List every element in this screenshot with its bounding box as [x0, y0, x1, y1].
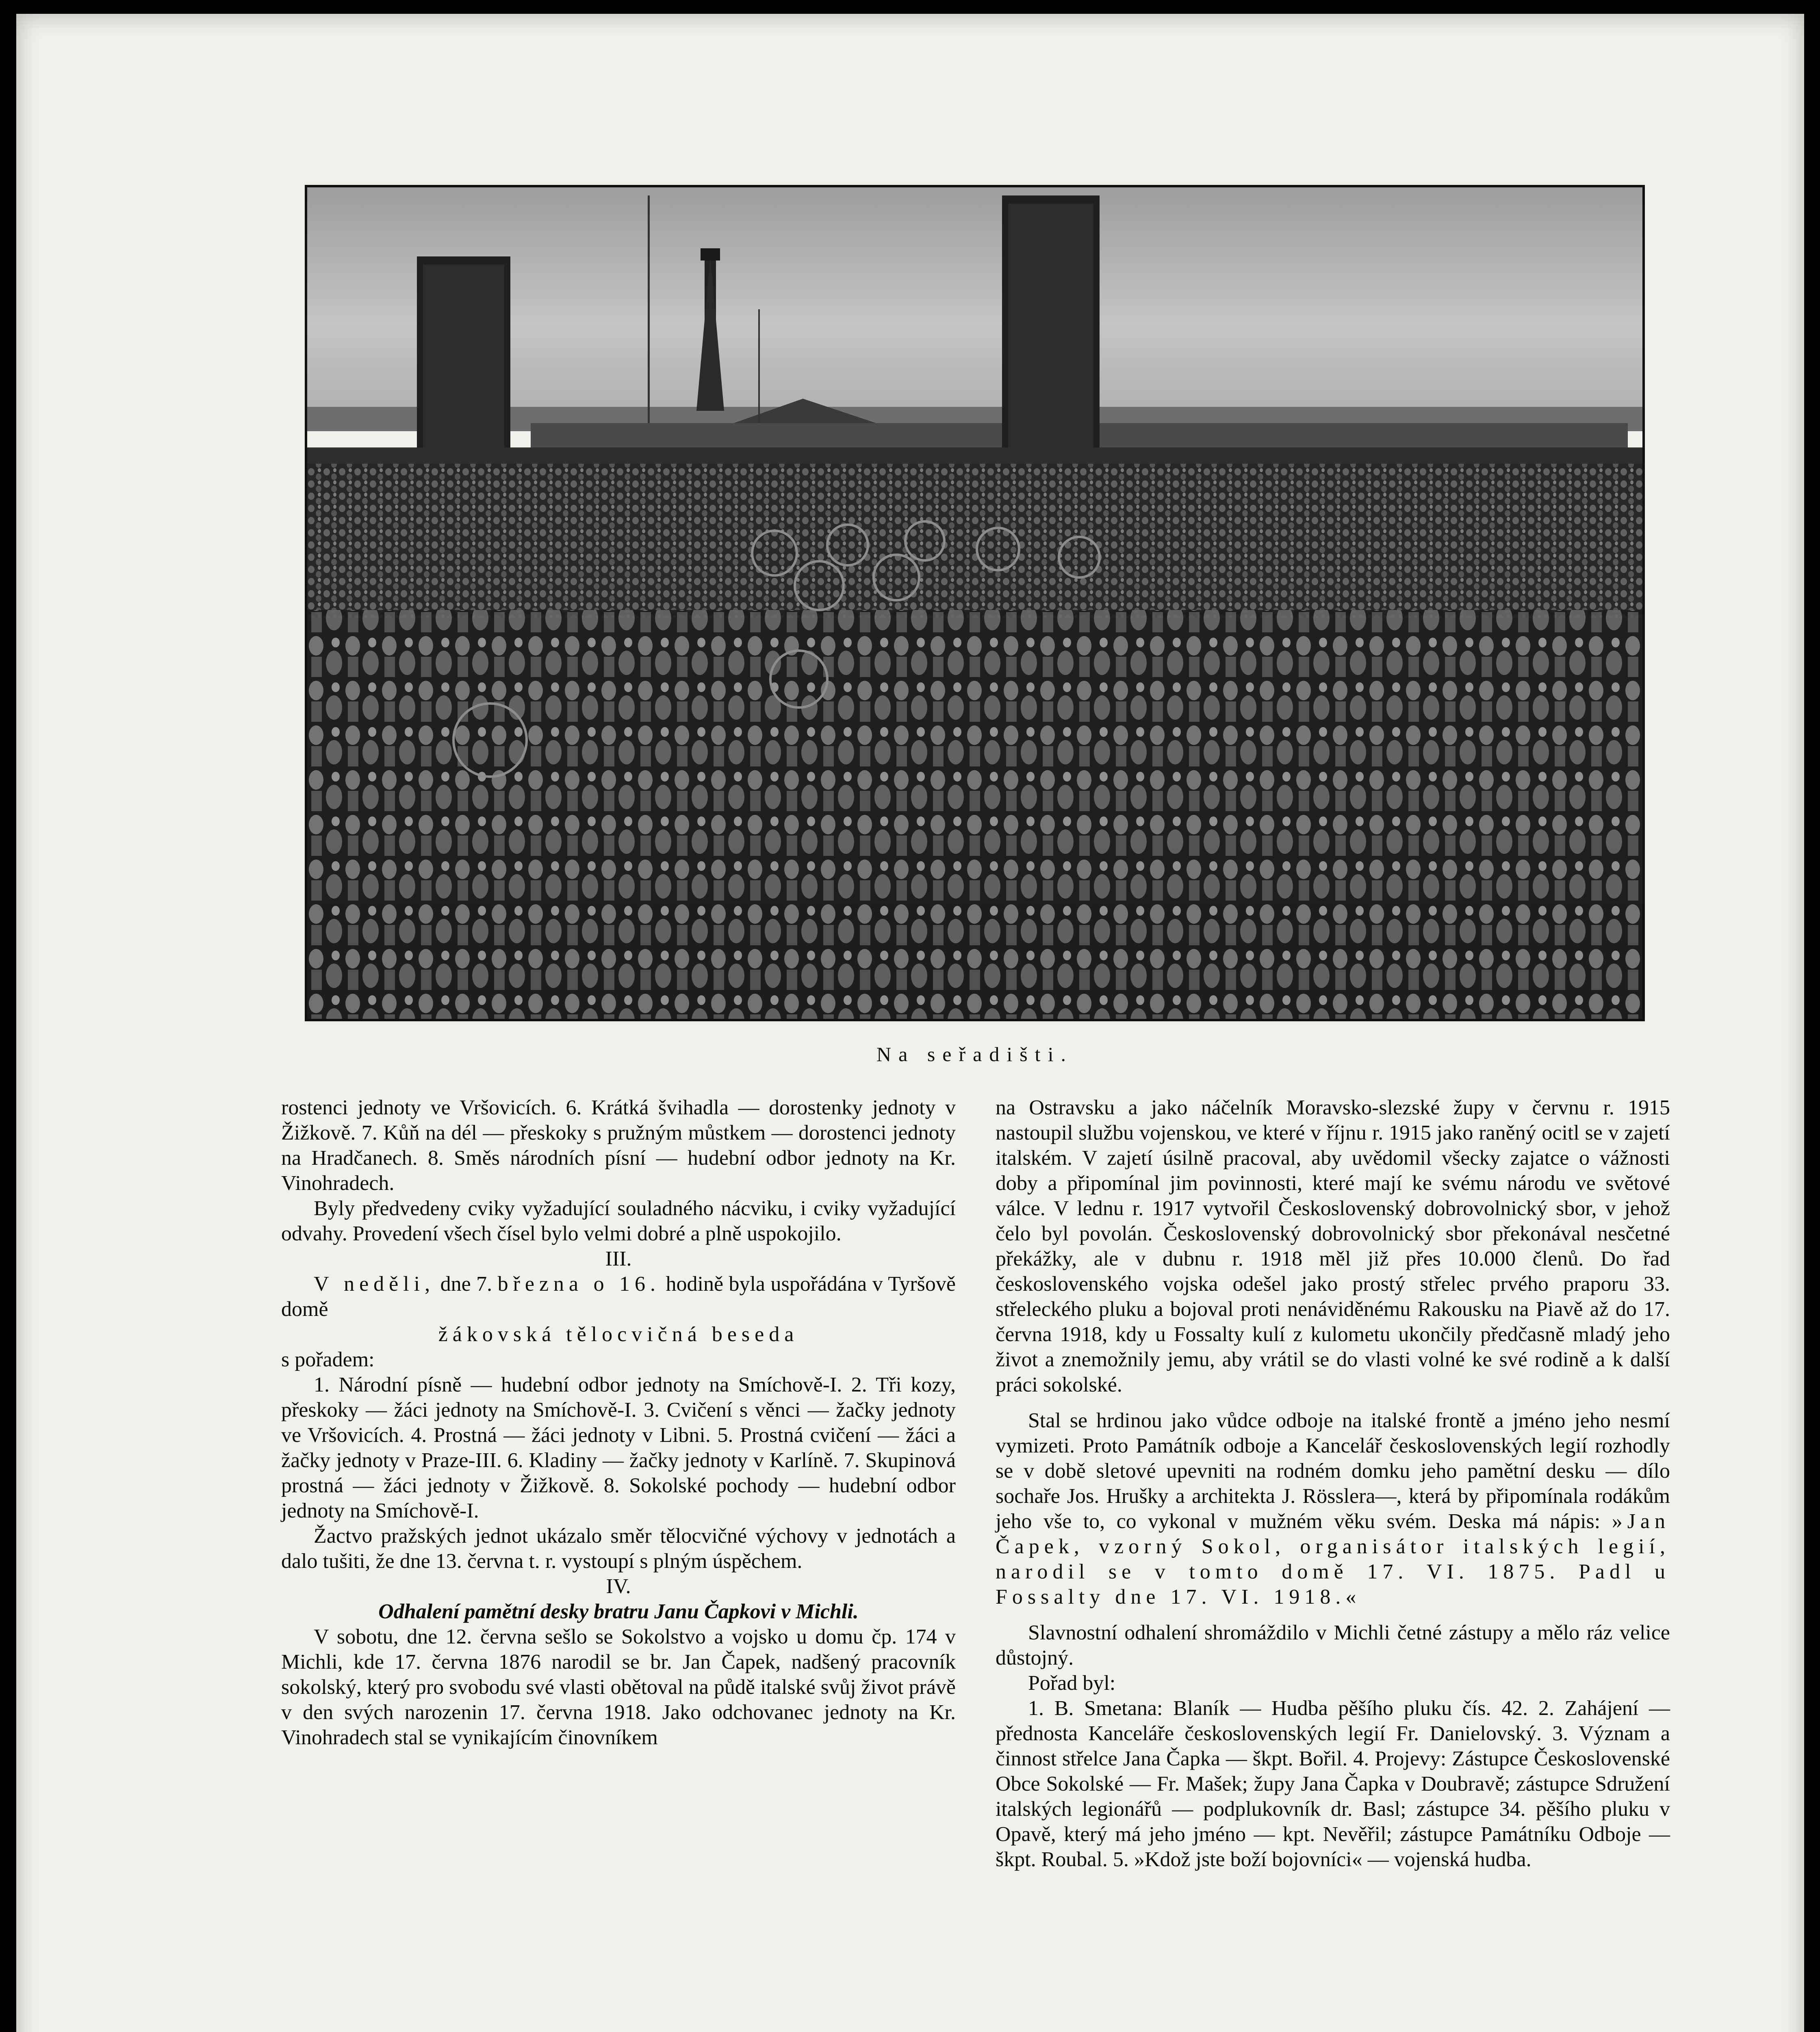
date-part-2: března o 16.	[497, 1272, 661, 1296]
crowd-photo	[305, 185, 1645, 1021]
right-paragraph-3: Slavnostní odhalení shromáždilo v Michli četné zástupy a mělo ráz velice důstojný.	[996, 1621, 1670, 1669]
right-paragraph-4: Pořad byl:	[1028, 1672, 1116, 1695]
left-paragraph-2: Byly předvedeny cviky vyžadující souladného nácviku, i cviky vyžadující odvahy. Provedení všech čísel bylo velmi dobré a plně uspokojilo.	[281, 1197, 956, 1245]
section-number-4: IV.	[606, 1575, 631, 1598]
right-paragraph-2-text: Stal se hrdinou jako vůdce odboje na italské frontě a jméno jeho nesmí vymizeti. Proto Památník odboje a Kancelář československých legií rozhodly se v době sletové upevniti na rodném domku jeho pamětní desku — dílo sochaře Jos. Hrušky a architekta J. Rösslera—, která by připomínala rodákům jeho vše to, co vykonal v mužném věku svém. Deska má nápis:	[996, 1409, 1670, 1533]
crowd-photo-illustration	[307, 187, 1642, 1019]
left-column	[281, 1095, 956, 1750]
scan-border-top	[0, 0, 1820, 14]
left-paragraph-1: rostenci jednoty ve Vršovicích. 6. Krátká švihadla — dorostenky jednoty v Žižkově. 7. Kůň na dél — přeskoky s pružným můstkem — dorostenci jednoty na Hradčanech. 8. Směs národních písní — hudební odbor jednoty na Kr. Vinohradech.	[281, 1096, 956, 1195]
right-paragraph-2	[996, 1408, 1670, 1610]
left-paragraph-4: Žactvo pražských jednot ukázalo směr tělocvičné výchovy v jednotách a dalo tušiti, že dne 13. června t. r. vystoupí s plným úspěchem.	[281, 1524, 956, 1573]
right-paragraph-5: 1. B. Smetana: Blaník — Hudba pěšího pluku čís. 42. 2. Zahájení — přednosta Kanceláře československých legií Fr. Danielovský. 3. Význam a činnost střelce Jana Čapka — škpt. Bořil. 4. Projevy: Zástupce Československé Obce Sokolské — Fr. Mašek; župy Jana Čapka v Doubravě; zástupce Sdružení italských legionářů — podplukovník dr. Basl; zástupce 34. pěšího pluku v Opavě, který má jeho jméno — kpt. Nevěřil; zástupce Památníku Odboje — škpt. Roubal. 5. »Kdož jste boží bojovníci« — vojenská hudba.	[996, 1697, 1670, 1871]
section-number-3: III.	[605, 1247, 632, 1270]
scan-border-left	[0, 0, 16, 2032]
left-paragraph-3	[281, 1272, 956, 1322]
left-paragraph-5: V sobotu, dne 12. června sešlo se Sokolstvo a vojsko u domu čp. 174 v Michli, kde 17. června 1876 narodil se br. Jan Čapek, nadšený pracovník sokolský, který pro svobodu své vlasti obětoval na půdě italské svůj život právě v den svých narozenin 17. června 1918. Jako odchovanec jednoty na Kr. Vinohradech stal se vynikajícím činovníkem	[281, 1625, 956, 1749]
plaque-inscription: »Jan Čapek, vzorný Sokol, organisátor italských legií, narodil se v tomto domě 17. VI. 1875. Padl u Fossalty dne 17. VI. 1918.«	[996, 1510, 1670, 1609]
date-part-1: dne 7.	[440, 1272, 492, 1296]
right-paragraph-1: na Ostravsku a jako náčelník Moravsko-slezské župy v červnu r. 1915 nastoupil službu vojenskou, ve které v říjnu r. 1915 jako raněný ocitl se v zajetí italském. V zajetí úsilně pracoval, aby uvědomil všecky zajatce o vážnosti doby a připomínal jim povinnosti, které mají ke svému národu ve světové válce. V lednu r. 1917 vytvořil Československý dobrovolnický sbor, v jehož čelo byl povolán. Československý dobrovolnický sbor překonával nesčetné překážky, ale v dubnu r. 1918 měl již přes 10.000 členů. Do řad československého vojska odešel jako prostý střelec prvého praporu 33. střeleckého pluku a bojoval proti nenáviděnému Rakousku na Piavě až do 17. června 1918, kdy u Fossalty kulí z kulometu ukončily předčasně mladý jeho život a znemožnily jemu, aby vrátil se do vlasti volné ke své rodině a k další práci sokolské.	[996, 1096, 1670, 1396]
photo-caption: Na seřadišti.	[876, 1043, 1073, 1066]
event-heading: žákovská tělocvičná beseda	[438, 1323, 799, 1346]
date-lead: V neděli,	[314, 1272, 435, 1296]
date-rest: hodině byla uspořádána v Tyršově domě	[281, 1272, 956, 1321]
program-list: 1. Národní písně — hudební odbor jednoty na Smíchově-I. 2. Tři kozy, přeskoky — žáci jednoty na Smíchově-I. 3. Cvičení s věnci — žačky jednoty ve Vršovicích. 4. Prostná — žáci jednoty v Libni. 5. Prostná cvičení — žáci a žačky jednoty v Praze-III. 6. Kladiny — žačky jednoty v Karlíně. 7. Skupinová prostná — žáci jednoty v Žižkově. 8. Sokolské pochody — hudební odbor jednoty na Smíchově-I.	[281, 1373, 956, 1522]
section-title-4: Odhalení pamětní desky bratru Janu Čapkovi v Michli.	[378, 1600, 859, 1623]
program-intro: s pořadem:	[281, 1348, 375, 1371]
right-column	[996, 1095, 1670, 1872]
